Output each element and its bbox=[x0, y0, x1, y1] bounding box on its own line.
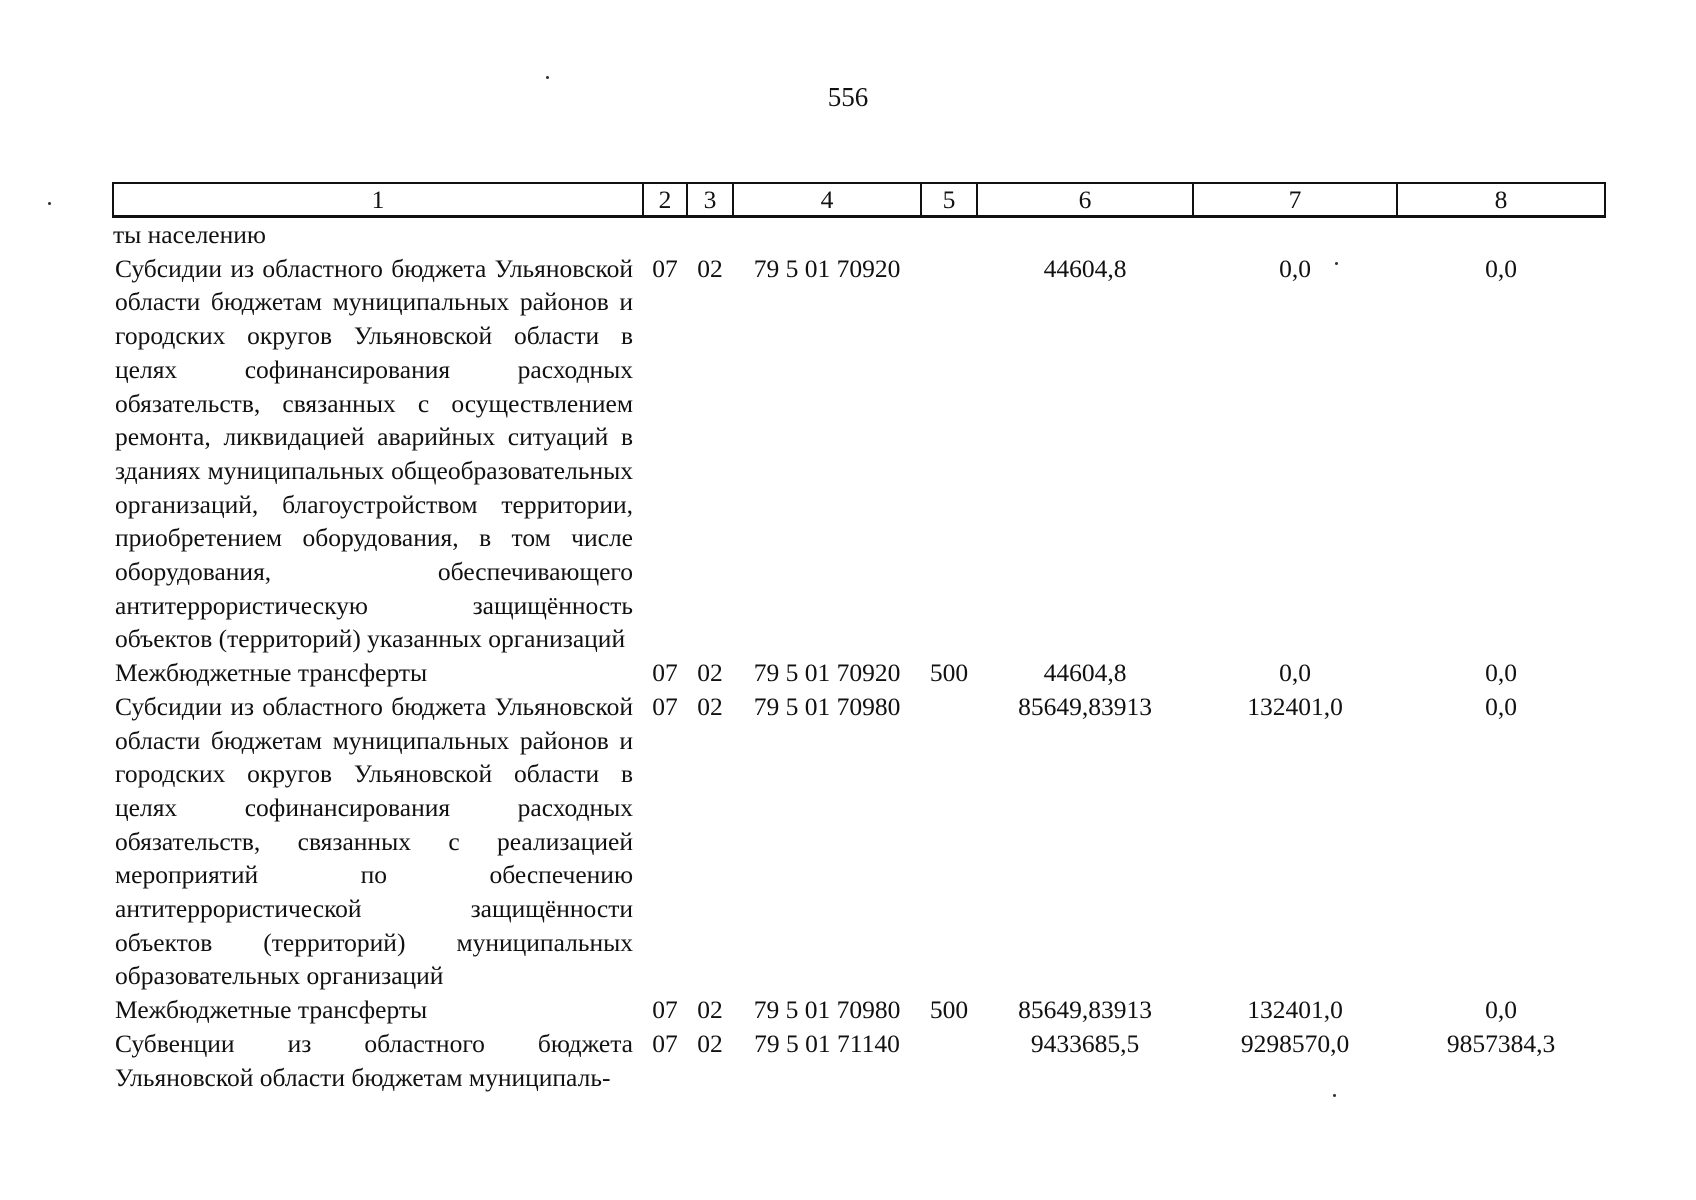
row-amount-8: 0,0 bbox=[1485, 995, 1517, 1025]
scan-speck bbox=[546, 76, 549, 79]
row-amount-7 bbox=[1193, 217, 1397, 252]
column-header-8: 8 bbox=[1397, 183, 1605, 217]
row-section-code: 07 bbox=[652, 995, 678, 1025]
row-description: Субсидии из областного бюджета Ульяновской области бюджетам муниципальных районов и городских округов Ульяновской области в целях софинансирования расходных обязательств, связанных с реализацией мероприятий по обеспечению антитеррористической защищённости объектов (территорий) муниципальных образовательных организаций bbox=[115, 691, 633, 991]
row-amount-7: 0,0 bbox=[1279, 658, 1311, 688]
row-expense-type bbox=[921, 217, 977, 252]
row-section-code: 07 bbox=[652, 1028, 678, 1058]
table-row bbox=[113, 1027, 1605, 1094]
row-amount-6: 44604,8 bbox=[1043, 253, 1127, 283]
row-expense-type bbox=[921, 252, 977, 656]
row-expense-type: 500 bbox=[929, 995, 969, 1025]
row-section-code bbox=[643, 217, 687, 252]
row-expense-type: 500 bbox=[929, 658, 969, 688]
table-row bbox=[113, 993, 1605, 1027]
row-target-code: 79 5 01 71140 bbox=[754, 1028, 900, 1058]
row-amount-6: 85649,83913 bbox=[1018, 691, 1152, 721]
row-description: Межбюджетные трансферты bbox=[115, 658, 428, 688]
page-number: 556 bbox=[827, 82, 869, 112]
table-row bbox=[113, 217, 1605, 252]
row-subsection-code: 02 bbox=[697, 658, 723, 688]
row-description: ты населению bbox=[113, 220, 266, 249]
row-subsection-code: 02 bbox=[697, 253, 723, 283]
row-amount-7: 0,0 bbox=[1279, 253, 1311, 283]
row-subsection-code: 02 bbox=[697, 691, 723, 721]
scan-speck bbox=[1333, 1094, 1336, 1097]
row-amount-8 bbox=[1397, 217, 1605, 252]
row-amount-6: 9433685,5 bbox=[1030, 1028, 1140, 1058]
row-section-code: 07 bbox=[652, 253, 678, 283]
row-target-code: 79 5 01 70980 bbox=[753, 691, 901, 721]
column-header-4: 4 bbox=[733, 183, 921, 217]
row-amount-7: 132401,0 bbox=[1247, 691, 1343, 721]
row-expense-type bbox=[921, 1027, 977, 1094]
row-amount-7: 9298570,0 bbox=[1240, 1028, 1350, 1058]
column-header-6: 6 bbox=[977, 183, 1193, 217]
row-description: Межбюджетные трансферты bbox=[115, 995, 428, 1025]
table-header-row bbox=[113, 183, 1605, 217]
row-expense-type bbox=[921, 690, 977, 993]
column-header-3: 3 bbox=[687, 183, 733, 217]
budget-table bbox=[112, 182, 1606, 1094]
row-amount-8: 0,0 bbox=[1485, 691, 1517, 721]
row-subsection-code: 02 bbox=[697, 995, 723, 1025]
row-target-code bbox=[733, 217, 921, 252]
table-row bbox=[113, 690, 1605, 993]
row-amount-6: 85649,83913 bbox=[1018, 995, 1152, 1025]
row-amount-6 bbox=[977, 217, 1193, 252]
row-target-code: 79 5 01 70920 bbox=[753, 658, 901, 688]
row-subsection-code: 02 bbox=[697, 1028, 723, 1058]
row-amount-8: 9857384,3 bbox=[1446, 1028, 1556, 1058]
row-target-code: 79 5 01 70920 bbox=[753, 253, 901, 283]
row-target-code: 79 5 01 70980 bbox=[753, 995, 901, 1025]
row-section-code: 07 bbox=[652, 691, 678, 721]
row-subsection-code bbox=[687, 217, 733, 252]
column-header-7: 7 bbox=[1193, 183, 1397, 217]
row-description: Субвенции из областного бюджета Ульяновской области бюджетам муниципаль- bbox=[115, 1028, 633, 1092]
row-amount-8: 0,0 bbox=[1485, 253, 1517, 283]
scan-speck bbox=[48, 202, 51, 205]
row-amount-6: 44604,8 bbox=[1043, 658, 1127, 688]
row-description: Субсидии из областного бюджета Ульяновской области бюджетам муниципальных районов и городских округов Ульяновской области в целях софинансирования расходных обязательств, связанных с осуществлением ремонта, ликвидацией аварийных ситуаций в зданиях муниципальных общеобразовательных организаций, благоустройством территории, приобретением оборудования, в том числе оборудования, обеспечивающего антитеррористическую защищённость объектов (территорий) указанных организаций bbox=[115, 253, 633, 654]
row-amount-7: 132401,0 bbox=[1247, 995, 1343, 1025]
row-section-code: 07 bbox=[652, 658, 678, 688]
column-header-5: 5 bbox=[921, 183, 977, 217]
row-amount-8: 0,0 bbox=[1485, 658, 1517, 688]
column-header-1: 1 bbox=[113, 183, 643, 217]
column-header-2: 2 bbox=[643, 183, 687, 217]
table-row bbox=[113, 252, 1605, 656]
table-row bbox=[113, 656, 1605, 690]
